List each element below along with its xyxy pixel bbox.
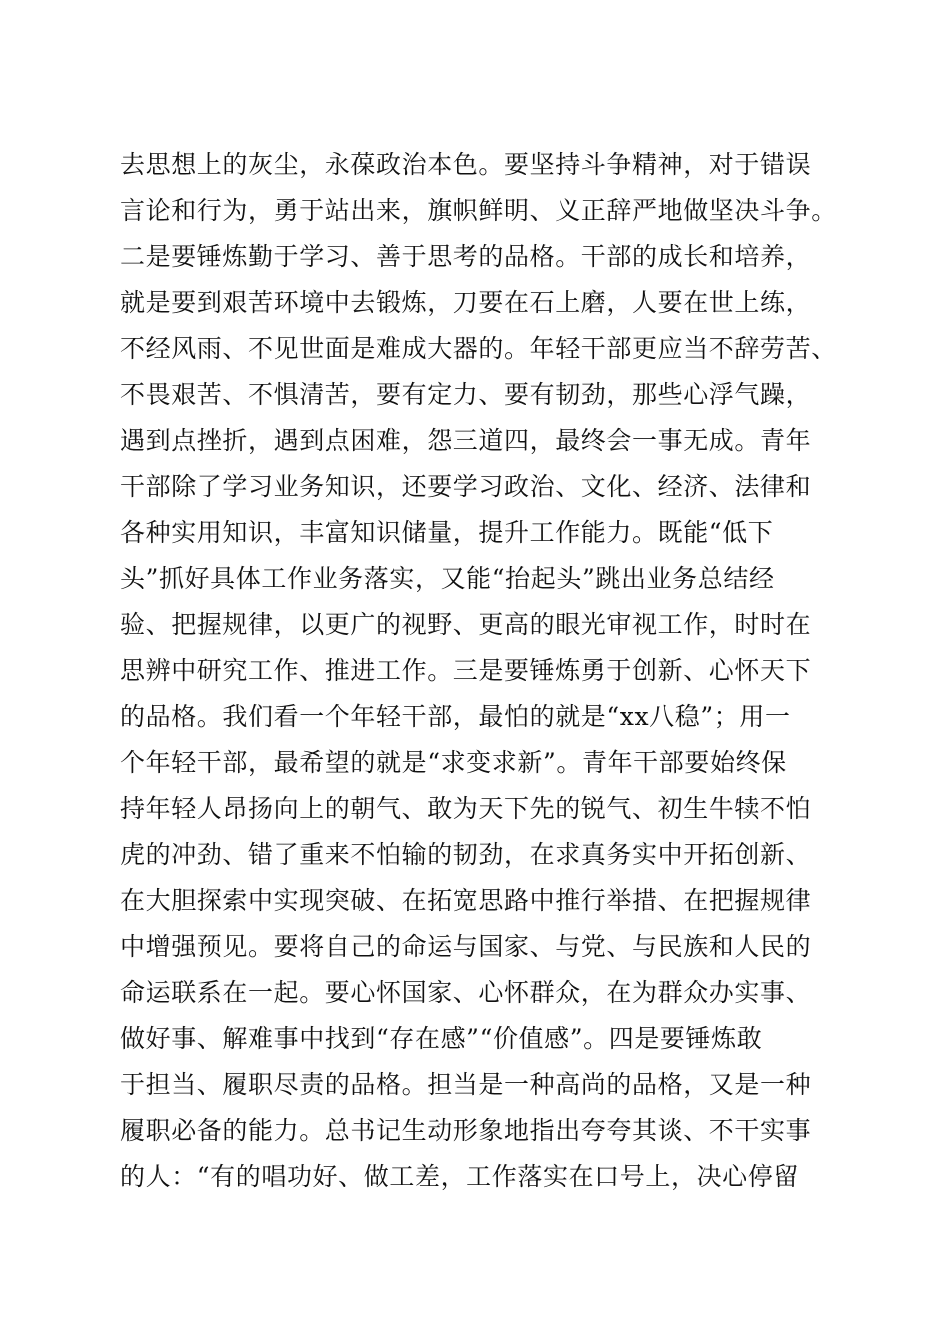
text-line: 遇到点挫折，遇到点困难，怨三道四，最终会一事无成。青年 bbox=[120, 426, 812, 455]
text-line: 二是要锤炼勤于学习、善于思考的品格。干部的成长和培养， bbox=[120, 242, 812, 271]
text-line: 言论和行为，勇于站出来，旗帜鲜明、义正辞严地做坚决斗争。 bbox=[120, 196, 837, 225]
text-line: 在大胆探索中实现突破、在拓宽思路中推行举措、在把握规律 bbox=[120, 886, 812, 915]
text-line: 不经风雨、不见世面是难成大器的。年轻干部更应当不辞劳苦、 bbox=[120, 334, 837, 363]
text-line: 的品格。我们看一个年轻干部，最怕的就是“xx八稳”；用一 bbox=[120, 702, 791, 731]
text-line: 命运联系在一起。要心怀国家、心怀群众，在为群众办实事、 bbox=[120, 978, 812, 1007]
body-text bbox=[120, 142, 840, 1200]
text-line: 于担当、履职尽责的品格。担当是一种高尚的品格，又是一种 bbox=[120, 1070, 812, 1099]
text-line: 头”抓好具体工作业务落实，又能“抬起头”跳出业务总结经 bbox=[120, 564, 775, 593]
text-line: 虎的冲劲、错了重来不怕输的韧劲，在求真务实中开拓创新、 bbox=[120, 840, 812, 869]
text-line: 做好事、解难事中找到“存在感”“价值感”。四是要锤炼敢 bbox=[120, 1024, 763, 1053]
text-line: 持年轻人昂扬向上的朝气、敢为天下先的锐气、初生牛犊不怕 bbox=[120, 794, 812, 823]
text-line: 不畏艰苦、不惧清苦，要有定力、要有韧劲，那些心浮气躁， bbox=[120, 380, 812, 409]
text-line: 各种实用知识，丰富知识储量，提升工作能力。既能“低下 bbox=[120, 518, 774, 547]
text-line: 中增强预见。要将自己的命运与国家、与党、与民族和人民的 bbox=[120, 932, 812, 961]
text-line: 去思想上的灰尘，永葆政治本色。要坚持斗争精神，对于错误 bbox=[120, 150, 812, 179]
text-line: 个年轻干部，最希望的就是“求变求新”。青年干部要始终保 bbox=[120, 748, 787, 777]
text-line: 履职必备的能力。总书记生动形象地指出夸夸其谈、不干实事 bbox=[120, 1116, 812, 1145]
text-line: 验、把握规律，以更广的视野、更高的眼光审视工作，时时在 bbox=[120, 610, 812, 639]
text-line: 干部除了学习业务知识，还要学习政治、文化、经济、法律和 bbox=[120, 472, 812, 501]
text-line: 就是要到艰苦环境中去锻炼，刀要在石上磨，人要在世上练， bbox=[120, 288, 812, 317]
text-line: 的人：“有的唱功好、做工差，工作落实在口号上，决心停留 bbox=[120, 1162, 799, 1191]
text-line: 思辨中研究工作、推进工作。三是要锤炼勇于创新、心怀天下 bbox=[120, 656, 812, 685]
